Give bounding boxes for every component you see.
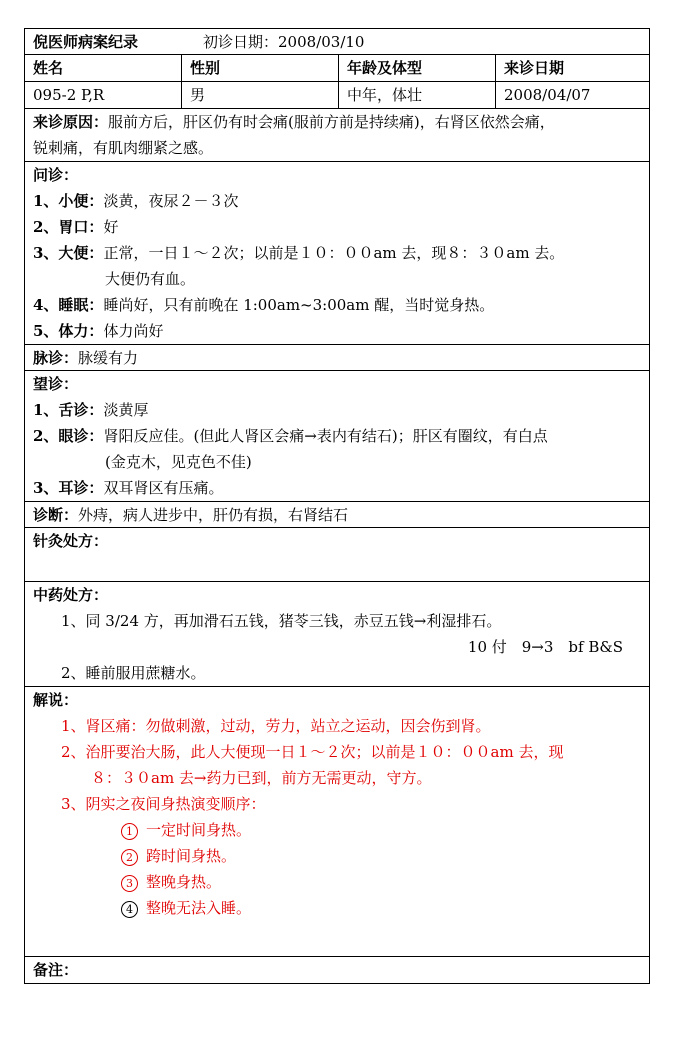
patient-age-build: 中年，体壮 bbox=[339, 82, 496, 108]
inquiry-item: 3、大便：正常，一日１～２次；以前是１０：００am 去，现８：３０am 去。 bbox=[33, 244, 565, 262]
info-table-value-row bbox=[25, 82, 649, 109]
inquiry-item-continued: 大便仍有血。 bbox=[105, 270, 196, 288]
observation-section bbox=[25, 371, 649, 502]
inquiry-label: 问诊： bbox=[33, 166, 79, 184]
form-title: 倪医师病案纪录 bbox=[33, 33, 139, 51]
diagnosis-section bbox=[25, 502, 649, 528]
inquiry-item: 5、体力：体力尚好 bbox=[33, 322, 164, 340]
reason-label: 来诊原因： bbox=[33, 113, 109, 131]
reason-section bbox=[25, 109, 649, 162]
info-table-header-row bbox=[25, 55, 649, 82]
age-build-header: 年龄及体型 bbox=[339, 55, 496, 81]
observation-item: 2、眼诊：肾阳反应佳。(但此人肾区会痛→表内有结石)；肝区有圈纹，有白点 bbox=[33, 427, 548, 445]
visit-date: 2008/04/07 bbox=[504, 86, 591, 104]
diagnosis-label: 诊断： bbox=[33, 506, 79, 524]
herbal-section bbox=[25, 582, 649, 687]
sequence-step: 4 整晚无法入睡。 bbox=[33, 895, 641, 921]
circled-number-icon: 1 bbox=[121, 823, 138, 840]
visit-date-header: 来诊日期 bbox=[504, 59, 565, 77]
sequence-step: 2 跨时间身热。 bbox=[33, 843, 641, 869]
notes-label: 备注： bbox=[33, 961, 79, 979]
observation-item-continued: (金克木，见克色不佳) bbox=[105, 453, 252, 471]
inquiry-item: 2、胃口：好 bbox=[33, 218, 119, 236]
herbal-item-1: 1、同 3/24 方，再加滑石五钱，猪苓三钱，赤豆五钱→利湿排石。 bbox=[61, 612, 502, 630]
first-visit-label: 初诊日期： bbox=[203, 33, 279, 51]
circled-number-icon: 4 bbox=[121, 901, 138, 918]
explanation-section bbox=[25, 687, 649, 957]
circled-number-icon: 2 bbox=[121, 849, 138, 866]
observation-item: 1、舌诊：淡黄厚 bbox=[33, 401, 149, 419]
inquiry-item: 1、小便：淡黄，夜尿２－３次 bbox=[33, 192, 239, 210]
observation-label: 望诊： bbox=[33, 375, 79, 393]
herbal-item-2: 2、睡前服用蔗糖水。 bbox=[61, 664, 206, 682]
herbal-label: 中药处方： bbox=[33, 586, 109, 604]
name-header: 姓名 bbox=[25, 55, 182, 81]
sequence-step: 3 整晚身热。 bbox=[33, 869, 641, 895]
form-header bbox=[25, 29, 649, 55]
reason-text-1: 服前方后，肝区仍有时会痛(服前方前是持续痛)，右肾区依然会痛， bbox=[108, 113, 555, 131]
sequence-step: 1 一定时间身热。 bbox=[33, 817, 641, 843]
explanation-item-2-continued: ８：３０am 去→药力已到，前方无需更动，守方。 bbox=[91, 769, 432, 787]
notes-section bbox=[25, 957, 649, 983]
explanation-item-3: 3、阴实之夜间身热演变顺序： bbox=[61, 795, 266, 813]
explanation-item-2: 2、治肝要治大肠，此人大便现一日１～２次；以前是１０：００am 去，现 bbox=[61, 743, 564, 761]
medical-record-form bbox=[24, 28, 650, 984]
observation-item: 3、耳诊：双耳肾区有压痛。 bbox=[33, 479, 224, 497]
acupuncture-label: 针灸处方： bbox=[33, 532, 109, 550]
diagnosis-text: 外痔，病人进步中，肝仍有损，右肾结石 bbox=[78, 506, 349, 524]
inquiry-item: 4、睡眠：睡尚好，只有前晚在 1:00am~3:00am 醒，当时觉身热。 bbox=[33, 296, 495, 314]
pulse-label: 脉诊： bbox=[33, 349, 79, 367]
explanation-item-1: 1、肾区痛：勿做刺激，过动，劳力，站立之运动，因会伤到肾。 bbox=[61, 717, 491, 735]
explanation-label: 解说： bbox=[33, 691, 79, 709]
reason-text-2: 锐刺痛，有肌肉绷紧之感。 bbox=[33, 139, 214, 157]
first-visit-date: 2008/03/10 bbox=[278, 33, 365, 51]
acupuncture-section bbox=[25, 528, 649, 582]
circled-number-icon: 3 bbox=[121, 875, 138, 892]
patient-name: 095-2 P,R bbox=[25, 82, 182, 108]
pulse-text: 脉缓有力 bbox=[78, 349, 139, 367]
herbal-dosage: 10 付 9→3 bf B&S bbox=[467, 638, 623, 656]
pulse-section bbox=[25, 345, 649, 371]
gender-header: 性别 bbox=[182, 55, 339, 81]
inquiry-section bbox=[25, 162, 649, 345]
patient-gender: 男 bbox=[182, 82, 339, 108]
